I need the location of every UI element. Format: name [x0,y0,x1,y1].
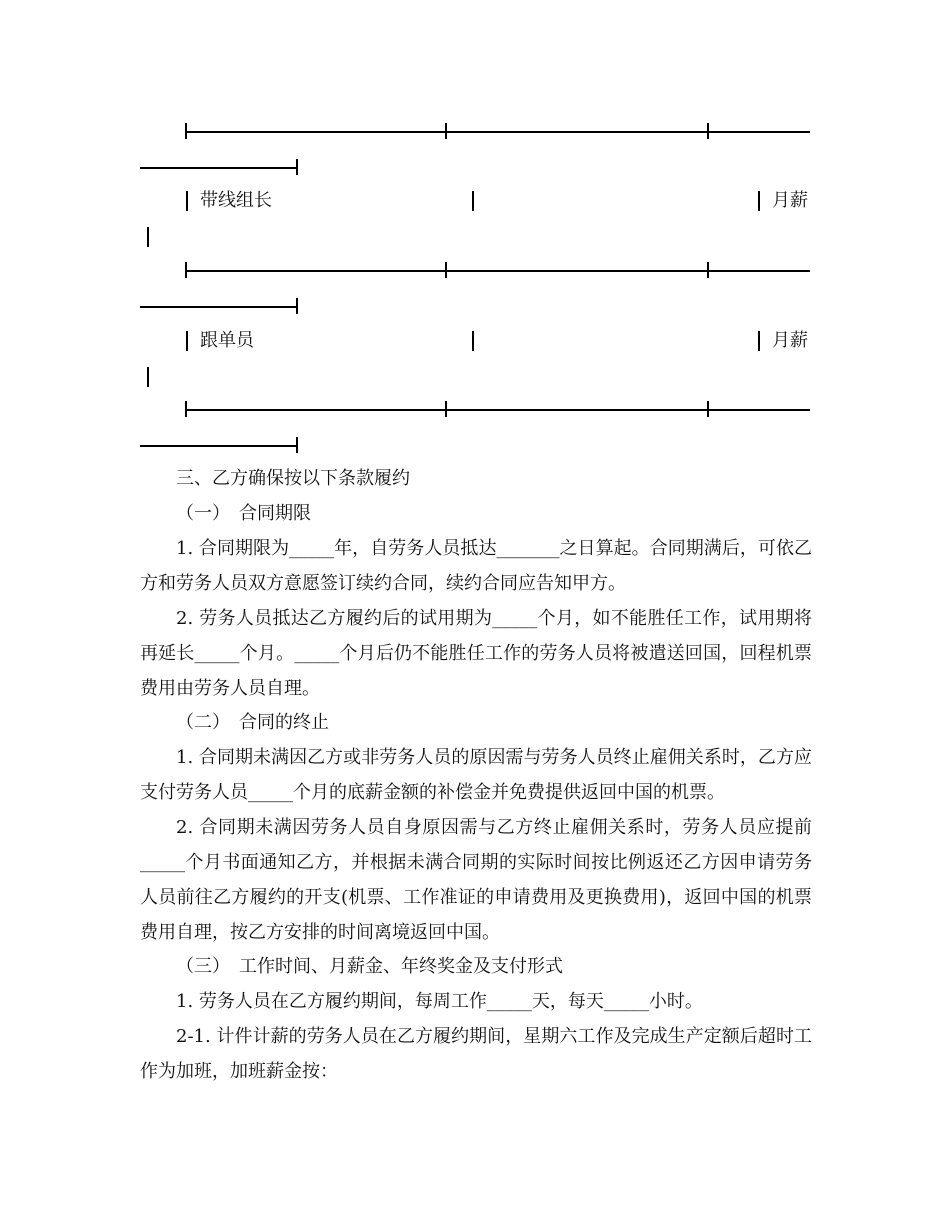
clause-hours-1: 1. 劳务人员在乙方履约期间，每周工作_____天，每天_____小时。 [176,991,703,1012]
clause-hours-2: 2-1. 计件计薪的劳务人员在乙方履约期间，星期六工作及完成生产定额后超时工作为加班，加班薪金按： [140,1026,812,1082]
subsection-working-hours: （三） 工作时间、月薪金、年终奖金及支付形式 [176,956,563,977]
row-title: 跟单员 [200,330,254,351]
subsection-term: （一） 合同期限 [176,503,311,524]
clause-term-1: 1. 合同期限为_____年，自劳务人员抵达_______之日算起。合同期满后，可依乙方和劳务人员双方意愿签订续约合同，续约合同应告知甲方。 [140,538,812,594]
clause-termination-2: 2. 合同期未满因劳务人员自身原因需与乙方终止雇佣关系时，劳务人员应提前_____个月书面通知乙方，并根据未满合同期的实际时间按比例返还乙方因申请劳务人员前往乙方履约的开支(机票、工作准证的申请费用及更换费用)，返回中国的机票费用自理，按乙方安排的时间离境返回中国。 [140,817,812,943]
subsection-termination: （二） 合同的终止 [176,712,329,733]
row-pay: 月薪 [772,190,808,211]
row-pay: 月薪 [772,330,808,351]
row-title: 带线组长 [200,190,272,211]
clause-termination-1: 1. 合同期未满因乙方或非劳务人员的原因需与劳务人员终止雇佣关系时，乙方应支付劳务人员_____个月的底薪金额的补偿金并免费提供返回中国的机票。 [140,747,812,803]
clause-term-2: 2. 劳务人员抵达乙方履约后的试用期为_____个月，如不能胜任工作，试用期将再延长_____个月。_____个月后仍不能胜任工作的劳务人员将被遣送回国，回程机票费用由劳务人员自理。 [140,608,812,699]
section-heading: 三、乙方确保按以下条款履约 [176,468,410,489]
